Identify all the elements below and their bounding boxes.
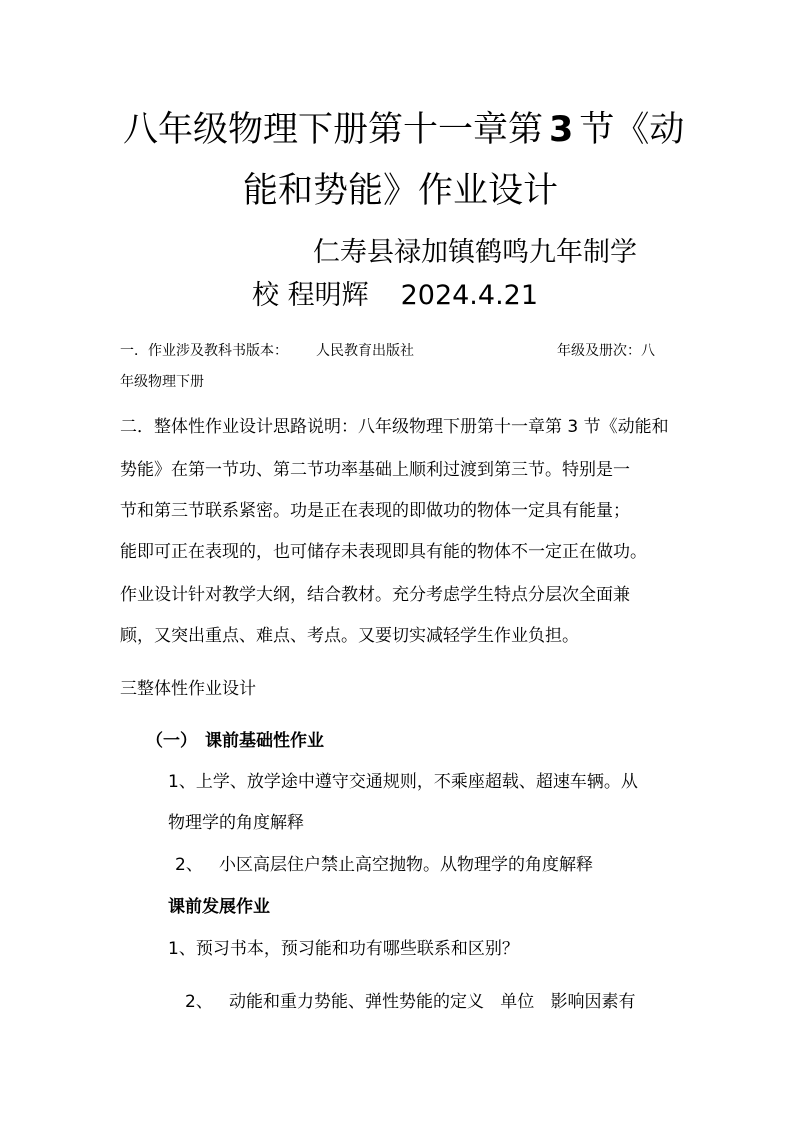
question1-line1: 1、上学、放学途中遵守交通规则，不乘座超载、超速车辆。从 (168, 772, 638, 792)
section1-grade-cont: 年级物理下册 (120, 374, 204, 390)
section3-heading: 三整体性作业设计 (120, 679, 256, 699)
title-text-c: 节《动 (579, 110, 685, 150)
section1-grade-label: 年级及册次：八 (557, 343, 655, 359)
title-text-line2: 能和势能》作业设计 (243, 171, 559, 211)
section1-label: 一．作业涉及教科书版本： (120, 343, 288, 359)
section2-line: 节和第三节联系紧密。功是正在表现的即做功的物体一定具有能量； (120, 501, 630, 521)
section2-line: 二．整体性作业设计思路说明：八年级物理下册第十一章第 3 节《动能和 (120, 417, 669, 437)
section2-line: 作业设计针对教学大纲，结合教材。充分考虑学生特点分层次全面兼 (120, 585, 630, 605)
author-school-name: 校 程明辉 (252, 280, 369, 311)
question3: 1、预习书本，预习能和功有哪些联系和区别？ (168, 939, 519, 959)
document-title-line1 (123, 108, 684, 152)
section1-publisher: 人民教育出版社 (316, 343, 414, 359)
subsection1-title: 课前基础性作业 (205, 731, 324, 751)
question1-line2: 物理学的角度解释 (168, 813, 304, 833)
author-line1: 仁寿县禄加镇鹤鸣九年制学 (313, 237, 637, 268)
subsection2-title: 课前发展作业 (168, 897, 270, 917)
author-date: 2024.4.21 (400, 280, 539, 311)
document-title-line2 (243, 169, 558, 213)
question4: 2、 动能和重力势能、弹性势能的定义 单位 影响因素有 (185, 992, 636, 1012)
question2: 2、 小区高层住户禁止高空抛物。从物理学的角度解释 (175, 855, 594, 875)
subsection1-number: （一） (146, 731, 197, 751)
title-text-a: 八年级物理下册第十一章第 (123, 110, 544, 150)
section2-line: 势能》在第一节功、第二节功率基础上顺利过渡到第三节。特别是一 (120, 460, 630, 480)
section2-line: 能即可正在表现的，也可储存未表现即具有能的物体不一定正在做功。 (120, 542, 647, 562)
title-section-number: 3 (549, 110, 574, 150)
author-line2 (252, 279, 538, 313)
section2-line: 顾，又突出重点、难点、考点。又要切实减轻学生作业负担。 (120, 626, 579, 646)
